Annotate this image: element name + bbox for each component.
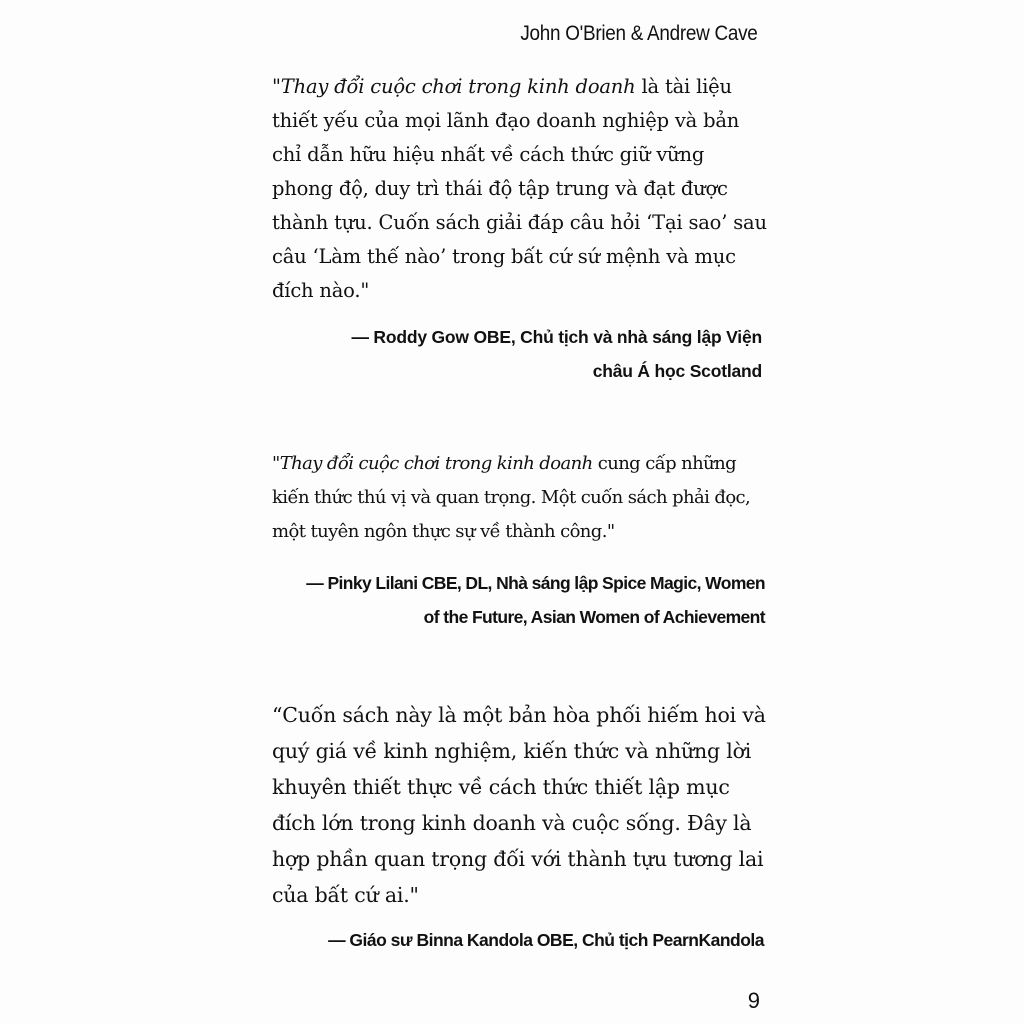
quote-3: [272, 697, 772, 913]
running-header: John O'Brien & Andrew Cave: [520, 22, 758, 45]
quote-2: [272, 447, 768, 549]
quote-1-open-mark: ": [272, 75, 281, 98]
quote-2-open-mark: ": [272, 453, 280, 474]
page-number: 9: [747, 988, 760, 1013]
quote-2-attribution: [245, 566, 765, 634]
quote-2-attribution-line-2: of the Future, Asian Women of Achievement: [423, 607, 765, 627]
quote-1-body: là tài liệu thiết yếu của mọi lãnh đạo doanh nghiệp và bản chỉ dẫn hữu hiệu nhất về cách thức giữ vững phong độ, duy trì thái độ tập trung và đạt được thành tựu. Cuốn sách giải đáp câu hỏi ‘Tại sao’ sau câu ‘Làm thế nào’ trong bất cứ sứ mệnh và mục đích nào.": [272, 75, 767, 302]
quote-1: [272, 70, 768, 308]
quote-3-body: “Cuốn sách này là một bản hòa phối hiếm hoi và quý giá về kinh nghiệm, kiến thức và những lời khuyên thiết thực về cách thức thiết lập mục đích lớn trong kinh doanh và cuộc sống. Đây là hợp phần quan trọng đối với thành tựu tương lai của bất cứ ai.": [272, 703, 766, 907]
quote-2-attribution-line-1: — Pinky Lilani CBE, DL, Nhà sáng lập Spice Magic, Women: [306, 573, 765, 593]
quote-1-attribution-line-2: châu Á học Scotland: [592, 361, 762, 381]
quote-1-book-title: Thay đổi cuộc chơi trong kinh doanh: [280, 75, 636, 98]
quote-2-book-title: Thay đổi cuộc chơi trong kinh doanh: [279, 453, 593, 474]
quote-3-attribution-line-1: — Giáo sư Binna Kandola OBE, Chủ tịch PearnKandola: [328, 930, 764, 950]
quote-1-attribution: [242, 320, 762, 388]
quote-3-attribution: [244, 923, 764, 957]
quote-1-attribution-line-1: — Roddy Gow OBE, Chủ tịch và nhà sáng lập Viện: [351, 327, 762, 347]
quote-2-body: cung cấp những kiến thức thú vị và quan trọng. Một cuốn sách phải đọc, một tuyên ngôn thực sự về thành công.": [272, 453, 751, 542]
